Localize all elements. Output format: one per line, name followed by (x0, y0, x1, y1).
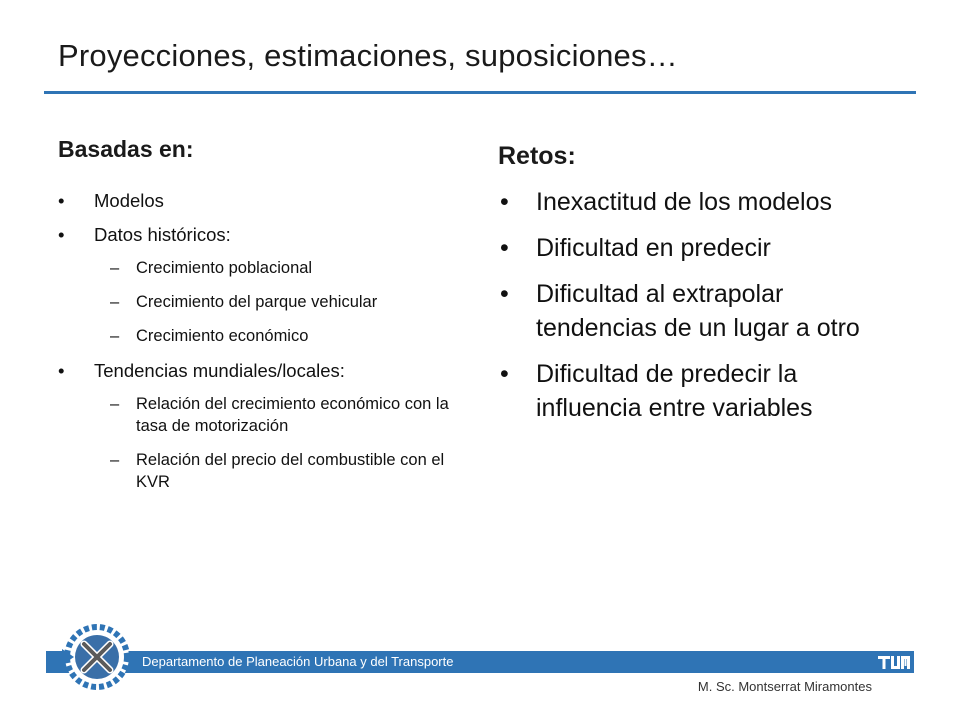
right-bullet-item: • Dificultad en predecir (498, 231, 878, 265)
left-bullet-text: Datos históricos: (94, 224, 231, 245)
right-bullet-item: • Inexactitud de los modelos (498, 185, 878, 219)
slide-title: Proyecciones, estimaciones, suposiciones… (58, 38, 678, 73)
right-column (498, 142, 918, 437)
footer-department: Departamento de Planeación Urbana y del Transporte (142, 654, 454, 669)
tum-logo-icon (876, 654, 912, 671)
left-subbullet-item: – Crecimiento poblacional (94, 257, 498, 279)
title-divider (44, 91, 916, 94)
left-bullet-text: Modelos (94, 190, 164, 211)
left-heading: Basadas en: (58, 136, 194, 162)
left-subbullet-item: – Crecimiento del parque vehicular (94, 291, 498, 313)
left-bullet-text: Tendencias mundiales/locales: (94, 360, 345, 381)
left-subbullet-item: – Crecimiento económico (94, 325, 498, 347)
left-subbullet-item: – Relación del precio del combustible con el KVR (94, 449, 454, 493)
right-heading: Retos: (498, 142, 576, 170)
left-column (58, 136, 498, 505)
left-subbullet-list (94, 393, 454, 493)
left-subbullet-list (94, 257, 498, 347)
left-bullet-item (58, 223, 498, 347)
left-bullet-list (58, 189, 498, 493)
left-bullet-item (58, 359, 498, 493)
right-bullet-item: • Dificultad al extrapolar tendencias de un lugar a otro (498, 277, 881, 345)
left-subbullet-item: – Relación del crecimiento económico con la tasa de motorización (94, 393, 454, 437)
right-bullet-item: • Dificultad de predecir la influencia entre variables (498, 357, 878, 425)
left-bullet-item (58, 189, 498, 213)
department-wheel-logo-icon (62, 622, 132, 692)
right-bullet-list (498, 185, 878, 425)
footer-author: M. Sc. Montserrat Miramontes (697, 679, 872, 694)
